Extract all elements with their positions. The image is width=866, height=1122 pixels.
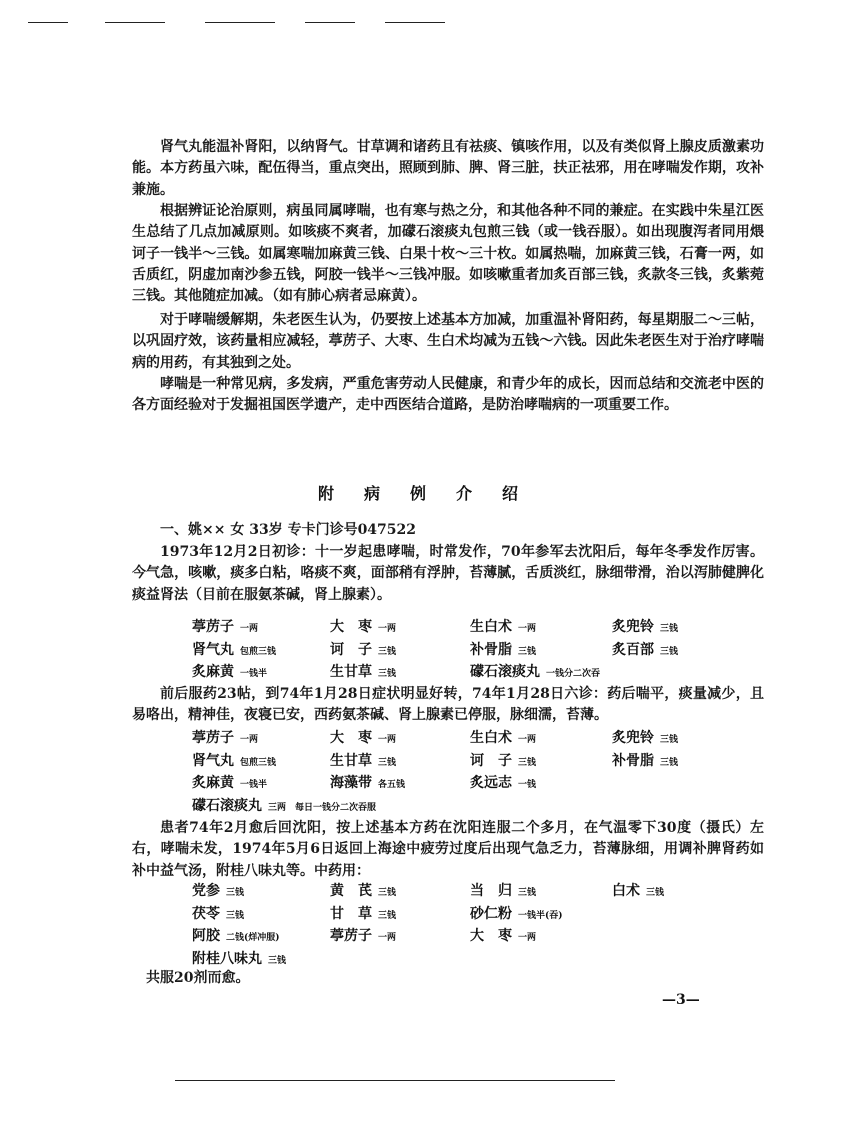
scan-artifact-line [205, 22, 275, 23]
herb-name: 炙麻黄 [192, 664, 234, 680]
herb-name: 礞石滚痰丸 [470, 664, 540, 680]
herb-name: 炙百部 [612, 641, 654, 658]
herb-dose: 三钱 [378, 910, 397, 921]
prescription-row [0, 727, 866, 749]
herb-name: 生白术 [470, 619, 512, 635]
herb-dose: 一钱半 [240, 669, 268, 679]
herb-dose: 三钱 [378, 669, 397, 679]
herb-item [192, 661, 267, 681]
herb-name: 葶苈子 [330, 928, 372, 944]
herb-dose: 三钱 [378, 888, 397, 898]
herb-item [192, 639, 276, 659]
herb-item [470, 727, 536, 747]
scan-artifact-line [28, 22, 68, 23]
herb-item [470, 925, 536, 945]
case-followup: 患者74年2月愈后回沈阳，按上述基本方药在沈阳连服二个多月，在气温零下30度（摄氏）左右，哮喘未发，1974年5月6日返回上海途中疲劳过度后出现气急乏力，苔薄脉细，用调补脾肾药如补中益气汤，附桂八味丸等。中药用： [132, 820, 764, 879]
herb-item [330, 903, 396, 923]
herb-dose: 三钱 [518, 646, 537, 657]
herb-item [330, 727, 396, 747]
herb-name: 补骨脂 [612, 752, 654, 769]
herb-item [192, 772, 267, 792]
herb-item [612, 750, 678, 770]
herb-item [330, 880, 396, 900]
herb-item [612, 639, 678, 659]
herb-name: 生白术 [470, 730, 512, 746]
herb-item [330, 772, 405, 792]
herb-item [330, 639, 396, 659]
herb-dose: 二钱(烊冲服) [226, 933, 280, 943]
herb-name: 生甘草 [330, 664, 372, 680]
herb-name: 诃 子 [470, 752, 512, 769]
scan-artifact-line [175, 1080, 615, 1081]
herb-dose: 包煎三钱 [240, 646, 277, 657]
herb-item [192, 616, 258, 636]
herb-name: 肾气丸 [192, 752, 234, 769]
herb-dose: 一两 [378, 933, 397, 943]
herb-item [330, 616, 396, 636]
paragraph-1: 肾气丸能温补肾阳，以纳肾气。甘草调和诸药且有祛痰、镇咳作用，以及有类似肾上腺皮质激素功能。本方药虽六味，配伍得当，重点突出，照顾到肺、脾、肾三脏，扶正祛邪，用在哮喘发作期，攻补兼施。 [132, 139, 764, 198]
herb-item [192, 903, 244, 923]
herb-dose: 各五钱 [378, 780, 406, 790]
herb-dose: 一两 [240, 735, 259, 745]
herb-item [192, 727, 258, 747]
prescription-row [0, 772, 866, 794]
scan-artifact-line [385, 22, 445, 23]
paragraph-4: 哮喘是一种常见病，多发病，严重危害劳动人民健康，和青少年的成长，因而总结和交流老中医的各方面经验对于发掘祖国医学遗产，走中西医结合道路，是防治哮喘病的一项重要工作。 [132, 376, 764, 414]
prescription-row [0, 903, 866, 925]
herb-name: 生甘草 [330, 752, 372, 769]
herb-dose: 一两 [518, 933, 537, 943]
herb-name: 阿胶 [192, 928, 220, 944]
herb-name: 肾气丸 [192, 641, 234, 658]
herb-item [612, 880, 664, 900]
herb-dose: 一两 [378, 735, 397, 745]
herb-item [470, 616, 536, 636]
herb-dose: 包煎三钱 [240, 757, 277, 768]
herb-name: 砂仁粉 [470, 905, 512, 922]
herb-name: 礞石滚痰丸 [192, 797, 262, 814]
case-conclusion: 共服20剂而愈。 [146, 970, 250, 986]
herb-item [330, 925, 396, 945]
herb-name: 海藻带 [330, 775, 372, 791]
herb-name: 黄 芪 [330, 883, 372, 899]
herb-item [470, 772, 536, 792]
prescription-row [0, 661, 866, 683]
herb-dose: 三钱 [226, 888, 245, 898]
herb-name: 炙麻黄 [192, 775, 234, 791]
herb-item [192, 795, 376, 815]
case-header: 一、姚×× 女 33岁 专卡门诊号047522 [160, 522, 417, 538]
herb-item [470, 880, 536, 900]
herb-name: 大 枣 [330, 730, 372, 746]
herb-name: 诃 子 [330, 641, 372, 658]
herb-item [192, 880, 244, 900]
scan-artifact-line [105, 22, 165, 23]
herb-name: 茯苓 [192, 905, 220, 922]
herb-dose: 三钱 [646, 888, 665, 898]
case-first-visit: 1973年12月2日初诊：十一岁起患哮喘，时常发作，70年参军去沈阳后，每年冬季发作厉害。今气急，咳嗽，痰多白粘，咯痰不爽，面部稍有浮肿，苔薄腻，舌质淡红，脉细带滑，治以泻肺健脾化痰益肾法（目前在服氨茶碱，肾上腺素）。 [132, 544, 764, 603]
prescription-row [0, 750, 866, 772]
herb-item [470, 639, 536, 659]
herb-dose: 三钱 [226, 910, 245, 921]
herb-dose: 三钱 [660, 624, 679, 634]
herb-item [470, 661, 600, 681]
herb-name: 党参 [192, 883, 220, 899]
prescription-row [0, 639, 866, 661]
herb-dose: 三钱 [378, 646, 397, 657]
page-number: —3— [662, 992, 700, 1008]
herb-dose: 三钱 [378, 757, 397, 768]
herb-dose: 一两 [518, 735, 537, 745]
herb-dose: 一钱分二次吞 [546, 669, 601, 679]
herb-name: 炙兜铃 [612, 619, 654, 635]
herb-item [470, 903, 563, 923]
herb-name: 白术 [612, 883, 640, 899]
paragraph-3: 对于哮喘缓解期，朱老医生认为，仍要按上述基本方加减，加重温补肾阳药，每星期服二～三帖，以巩固疗效，该药量相应减轻，葶苈子、大枣、生白术均减为五钱～六钱。因此朱老医生对于治疗哮喘病的用药，有其独到之处。 [132, 312, 764, 371]
prescription-row [0, 925, 866, 947]
herb-dose: 三钱 [518, 757, 537, 768]
prescription-row [0, 795, 866, 817]
herb-name: 炙兜铃 [612, 730, 654, 746]
herb-item [330, 750, 396, 770]
herb-dose: 三钱 [268, 955, 287, 966]
herb-item [192, 948, 286, 968]
prescription-row [0, 616, 866, 638]
herb-name: 当 归 [470, 883, 512, 899]
herb-item [330, 661, 396, 681]
section-heading: 附病例介绍 [317, 484, 548, 503]
prescription-row [0, 948, 866, 970]
herb-dose: 一两 [240, 624, 259, 634]
herb-item [192, 750, 276, 770]
herb-dose: 三两 每日一钱分二次吞服 [268, 802, 377, 813]
herb-dose: 一两 [378, 624, 397, 634]
herb-dose: 一钱半 [240, 780, 268, 790]
paragraph-2: 根据辨证论治原则，病虽同属哮喘，也有寒与热之分，和其他各种不同的兼症。在实践中朱星江医生总结了几点加减原则。如咳痰不爽者，加礞石滚痰丸包煎三钱（或一钱吞服）。如出现腹泻者同用煨诃子一钱半～三钱。如属寒喘加麻黄三钱、白果十枚～三十枚。如属热喘，加麻黄三钱，石膏一两，如舌质红，阴虚加南沙参五钱，阿胶一钱半～三钱冲服。如咳嗽重者加炙百部三钱，炙款冬三钱，炙紫菀三钱。其他随症加减。（如有肺心病者忌麻黄）。 [132, 203, 764, 305]
herb-dose: 三钱 [660, 757, 679, 768]
herb-name: 大 枣 [330, 619, 372, 635]
herb-dose: 三钱 [660, 735, 679, 745]
herb-name: 葶苈子 [192, 730, 234, 746]
scan-artifact-line [305, 22, 355, 23]
case-sixth-visit: 前后服药23帖，到74年1月28日症状明显好转，74年1月28日六诊：药后喘平，痰量减少，且易咯出，精神佳，夜寝已安，西药氨茶碱、肾上腺素已停服，脉细濡，苔薄。 [132, 686, 764, 724]
herb-dose: 三钱 [660, 646, 679, 657]
herb-dose: 三钱 [518, 888, 537, 898]
prescription-row [0, 880, 866, 902]
herb-name: 附桂八味丸 [192, 950, 262, 967]
herb-dose: 一钱半(吞) [518, 910, 563, 921]
herb-item [612, 616, 678, 636]
herb-item [470, 750, 536, 770]
herb-name: 补骨脂 [470, 641, 512, 658]
herb-name: 炙远志 [470, 775, 512, 791]
herb-dose: 一钱 [518, 780, 537, 790]
herb-name: 甘 草 [330, 905, 372, 922]
herb-name: 葶苈子 [192, 619, 234, 635]
herb-dose: 一两 [518, 624, 537, 634]
herb-item [612, 727, 678, 747]
herb-name: 大 枣 [470, 928, 512, 944]
herb-item [192, 925, 280, 945]
